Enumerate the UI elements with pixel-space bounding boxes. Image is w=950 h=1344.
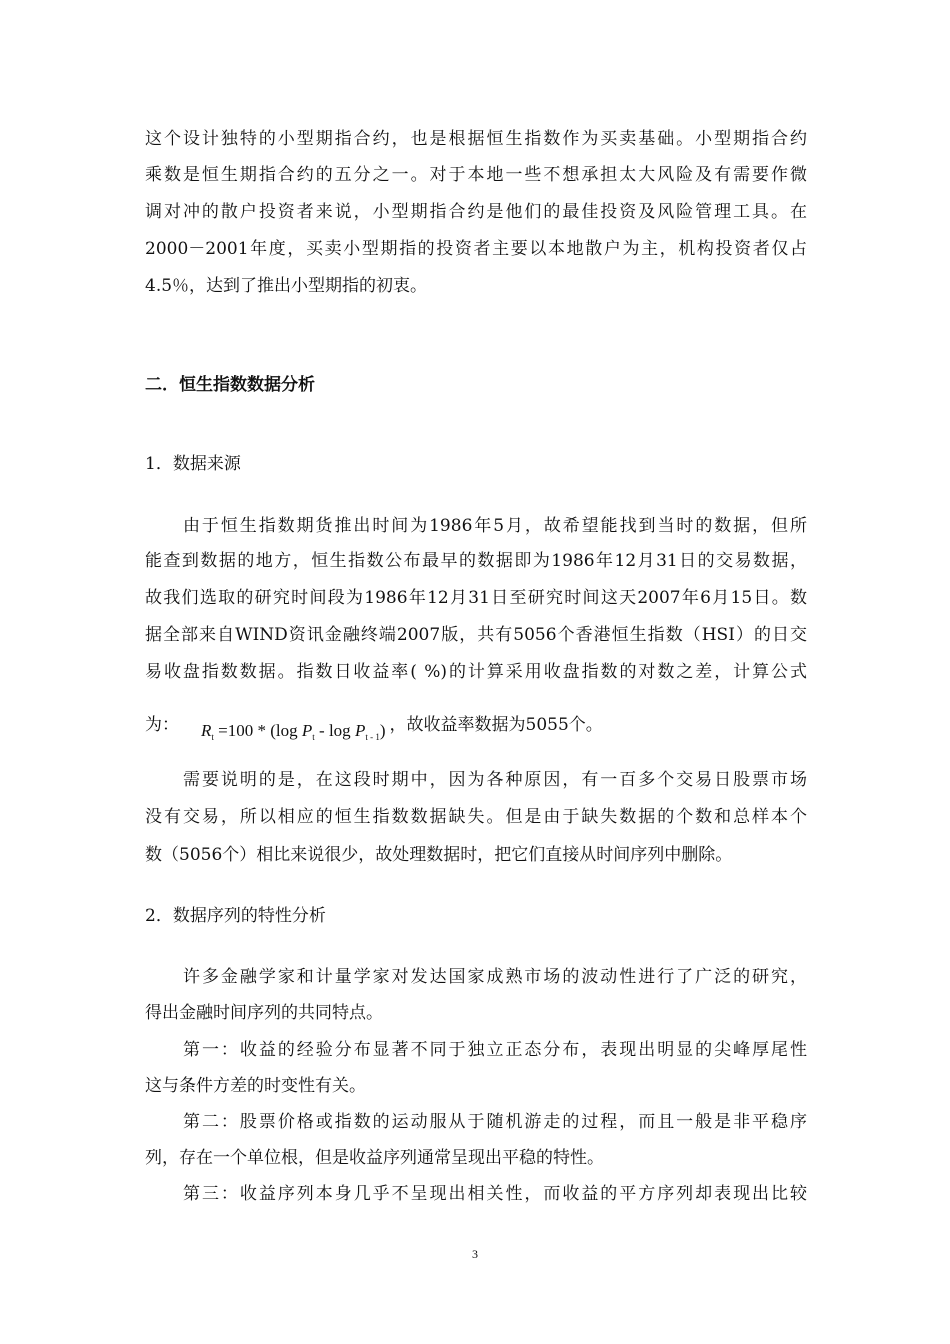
- source-line-3: 故我们选取的研究时间段为1986年12月31日至研究时间这天2007年6月15日。数: [145, 588, 807, 608]
- formula-r: R: [201, 721, 212, 740]
- formula-p2-sub: t - 1: [365, 732, 380, 742]
- missing-line-2: 没有交易，所以相应的恒生指数数据缺失。但是由于缺失数据的个数和总样本个: [145, 807, 807, 827]
- formula-prefix: 为：: [145, 715, 179, 735]
- return-formula: [201, 719, 386, 749]
- source-line-4: 据全部来自WIND资讯金融终端2007版，共有5056个香港恒生指数（HSI）的日交: [145, 625, 807, 645]
- source-line-1: 由于恒生指数期货推出时间为1986年5月，故希望能找到当时的数据，但所: [183, 516, 807, 536]
- formula-r-sub: t: [211, 732, 214, 742]
- formula-minus: - log: [314, 721, 355, 740]
- source-line-2: 能查到数据的地方，恒生指数公布最早的数据即为1986年12月31日的交易数据，: [145, 551, 807, 571]
- missing-line-3: 数（5056个）相比来说很少，故处理数据时，把它们直接从时间序列中删除。: [145, 845, 733, 865]
- point-2-line-1: 第二：股票价格或指数的运动服从于随机游走的过程，而且一般是非平稳序: [183, 1112, 807, 1132]
- formula-p2: P: [354, 721, 366, 740]
- intro-line-3: 调对冲的散户投资者来说，小型期指合约是他们的最佳投资及风险管理工具。在: [145, 202, 807, 222]
- intro-line-4: 2000－2001年度，买卖小型期指的投资者主要以本地散户为主，机构投资者仅占: [145, 239, 807, 259]
- formula-eq: =100 * (log: [213, 721, 302, 740]
- missing-line-1: 需要说明的是，在这段时期中，因为各种原因，有一百多个交易日股票市场: [183, 770, 807, 790]
- point-3-line-1: 第三：收益序列本身几乎不呈现出相关性，而收益的平方序列却表现出比较: [183, 1184, 807, 1204]
- formula-close: ): [379, 721, 386, 740]
- point-1-line-2: 这与条件方差的时变性有关。: [145, 1076, 366, 1096]
- features-line-1: 许多金融学家和计量学家对发达国家成熟市场的波动性进行了广泛的研究，: [183, 967, 807, 987]
- intro-line-5: 4.5％，达到了推出小型期指的初衷。: [145, 276, 428, 296]
- intro-line-1: 这个设计独特的小型期指合约，也是根据恒生指数作为买卖基础。小型期指合约: [145, 129, 807, 149]
- source-line-5: 易收盘指数数据。指数日收益率( %)的计算采用收盘指数的对数之差，计算公式: [145, 662, 807, 682]
- point-2-line-2: 列，存在一个单位根，但是收益序列通常呈现出平稳的特性。: [145, 1148, 604, 1168]
- formula-suffix: ，故收益率数据为5055个。: [389, 715, 603, 735]
- formula-p1-sub: t: [312, 732, 315, 742]
- page-number: 3: [472, 1247, 478, 1261]
- subsection-2-title: 2．数据序列的特性分析: [145, 906, 326, 926]
- section-title: 二．恒生指数数据分析: [145, 375, 315, 395]
- features-line-2: 得出金融时间序列的共同特点。: [145, 1003, 383, 1023]
- intro-line-2: 乘数是恒生期指合约的五分之一。对于本地一些不想承担太大风险及有需要作微: [145, 165, 807, 185]
- formula-p1: P: [301, 721, 313, 740]
- formula-line: [145, 713, 807, 743]
- subsection-1-title: 1．数据来源: [145, 454, 241, 474]
- point-1-line-1: 第一：收益的经验分布显著不同于独立正态分布，表现出明显的尖峰厚尾性: [183, 1040, 807, 1060]
